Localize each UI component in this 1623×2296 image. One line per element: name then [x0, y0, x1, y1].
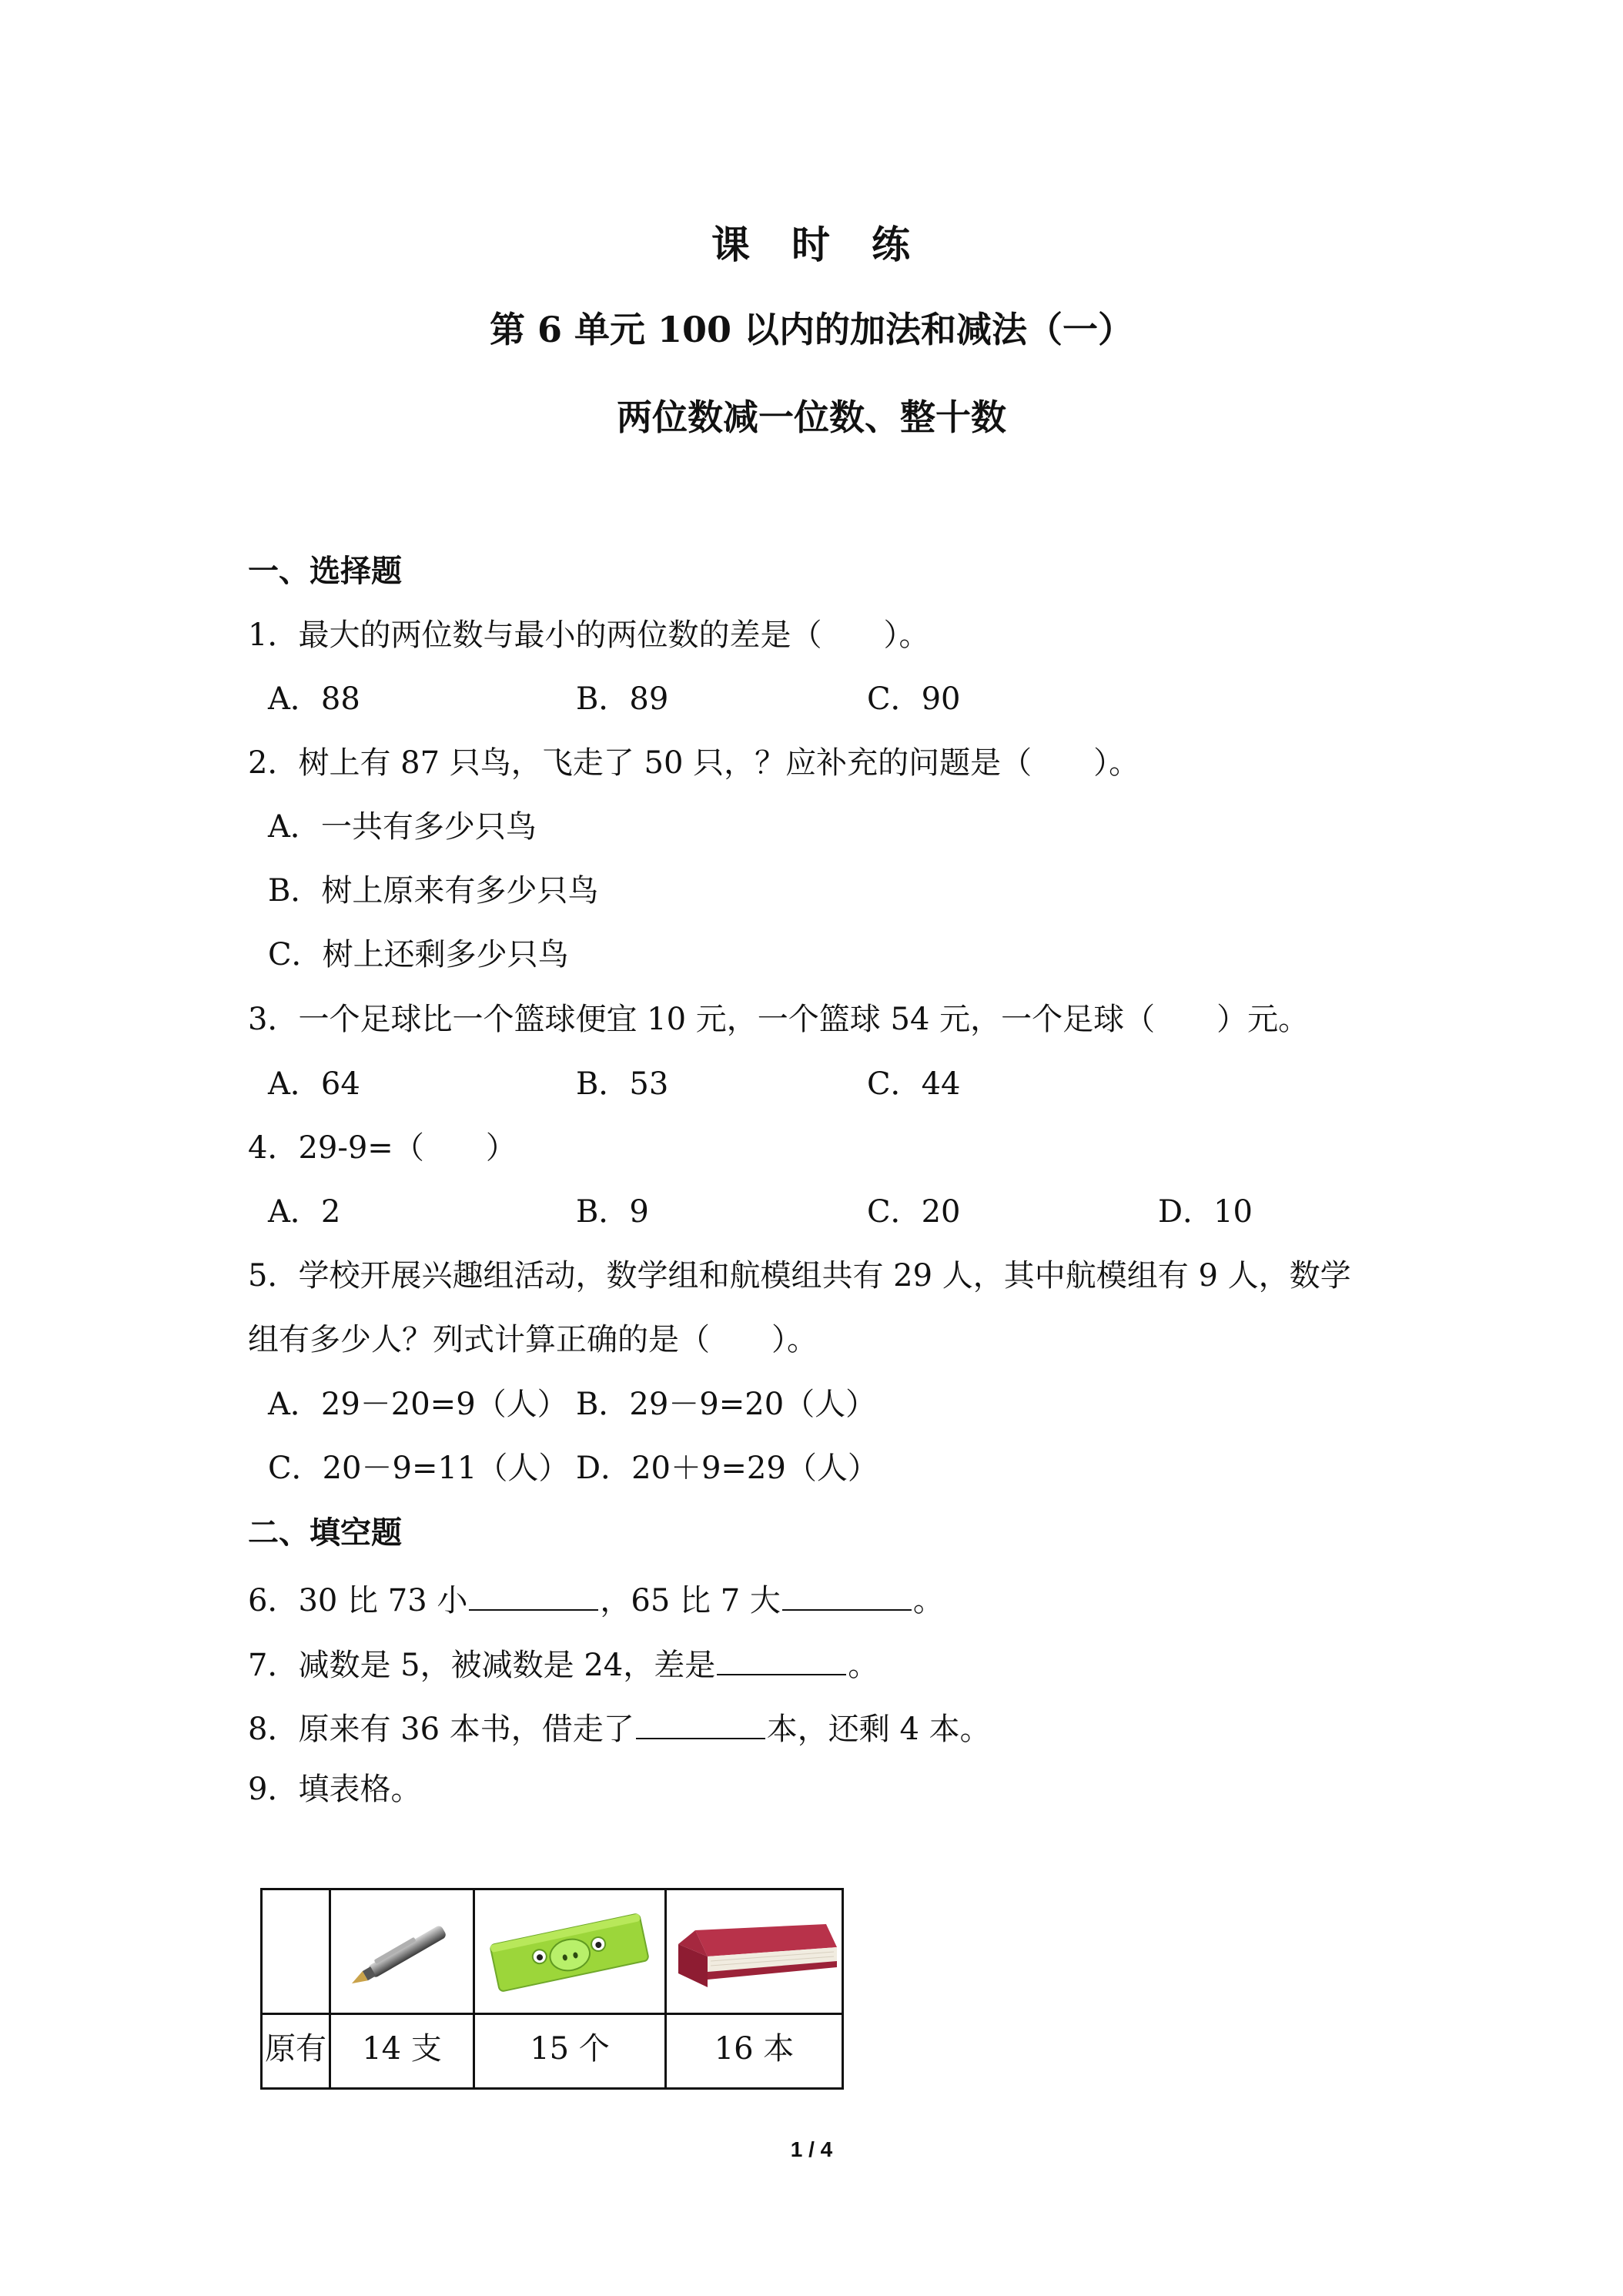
question-2: 2．树上有 87 只鸟，飞走了 50 只，？应补充的问题是（ ）。 [248, 745, 1140, 781]
q4-option-a: A．2 [268, 1194, 341, 1230]
q3-option-c: C．44 [867, 1066, 961, 1102]
section-heading-fill: 二、填空题 [248, 1514, 402, 1551]
q5-option-c: C．20－9=11（人） [268, 1451, 570, 1486]
q6-text-1: 6．30 比 73 小 [248, 1583, 468, 1618]
q7-text-1: 7．减数是 5，被减数是 24，差是 [248, 1648, 716, 1683]
question-5-line-1: 5．学校开展兴趣组活动，数学组和航模组共有 29 人，其中航模组有 9 人，数学 [248, 1258, 1351, 1294]
q2-option-a: A．一共有多少只鸟 [268, 809, 537, 845]
pencil-case-count: 15 个 [530, 2031, 610, 2067]
q6-blank-2[interactable] [782, 1578, 912, 1611]
q2-option-c: C．树上还剩多少只鸟 [268, 937, 569, 972]
q6-text-3: 。 [912, 1583, 944, 1618]
q5-option-b: B．29－9=20（人） [576, 1387, 877, 1422]
unit-title: 第 6 单元 100 以内的加法和减法（一） [489, 309, 1134, 350]
q6-text-2: ，65 比 7 大 [600, 1583, 781, 1618]
table-divider [263, 2013, 842, 2015]
q5-option-d: D．20＋9=29（人） [576, 1451, 878, 1486]
pencil-case-icon [486, 1912, 654, 1996]
book-count: 16 本 [714, 2031, 795, 2067]
q5-option-a: A．29－20=9（人） [268, 1387, 568, 1422]
question-7 [248, 1643, 878, 1684]
page-number: 1 / 4 [790, 2137, 833, 2161]
question-4: 4．29-9=（ ） [248, 1130, 517, 1166]
question-3: 3．一个足球比一个篮球便宜 10 元，一个篮球 54 元，一个足球（ ）元。 [248, 1002, 1310, 1037]
question-8 [248, 1707, 991, 1748]
q8-text-1: 8．原来有 36 本书，借走了 [248, 1712, 634, 1747]
q8-text-2: 本，还剩 4 本。 [766, 1712, 991, 1747]
question-5-line-2: 组有多少人？列式计算正确的是（ ）。 [248, 1322, 818, 1357]
q7-text-2: 。 [848, 1648, 879, 1683]
q3-option-a: A．64 [268, 1066, 360, 1102]
book-icon [672, 1916, 840, 1993]
q3-option-b: B．53 [576, 1066, 669, 1102]
q2-option-b: B．树上原来有多少只鸟 [268, 873, 599, 909]
q1-option-b: B．89 [576, 681, 669, 717]
q7-blank[interactable] [717, 1643, 846, 1675]
question-1: 1．最大的两位数与最小的两位数的差是（ ）。 [248, 618, 930, 653]
pen-count: 14 支 [362, 2031, 442, 2067]
fill-table [260, 1888, 844, 2090]
pen-icon [343, 1904, 466, 2004]
question-6 [248, 1578, 944, 1619]
q6-blank-1[interactable] [469, 1578, 598, 1611]
question-9: 9．填表格。 [248, 1772, 422, 1807]
lesson-title: 两位数减一位数、整十数 [617, 397, 1006, 438]
q1-option-a: A．88 [268, 681, 360, 717]
q4-option-c: C．20 [867, 1194, 961, 1230]
q8-blank[interactable] [636, 1707, 765, 1739]
row-label: 原有 [265, 2031, 326, 2067]
section-heading-choice: 一、选择题 [248, 553, 402, 589]
q4-option-d: D．10 [1158, 1194, 1253, 1230]
page-title: 课 时 练 [711, 222, 912, 267]
q4-option-b: B．9 [576, 1194, 649, 1230]
q1-option-c: C．90 [867, 681, 961, 717]
